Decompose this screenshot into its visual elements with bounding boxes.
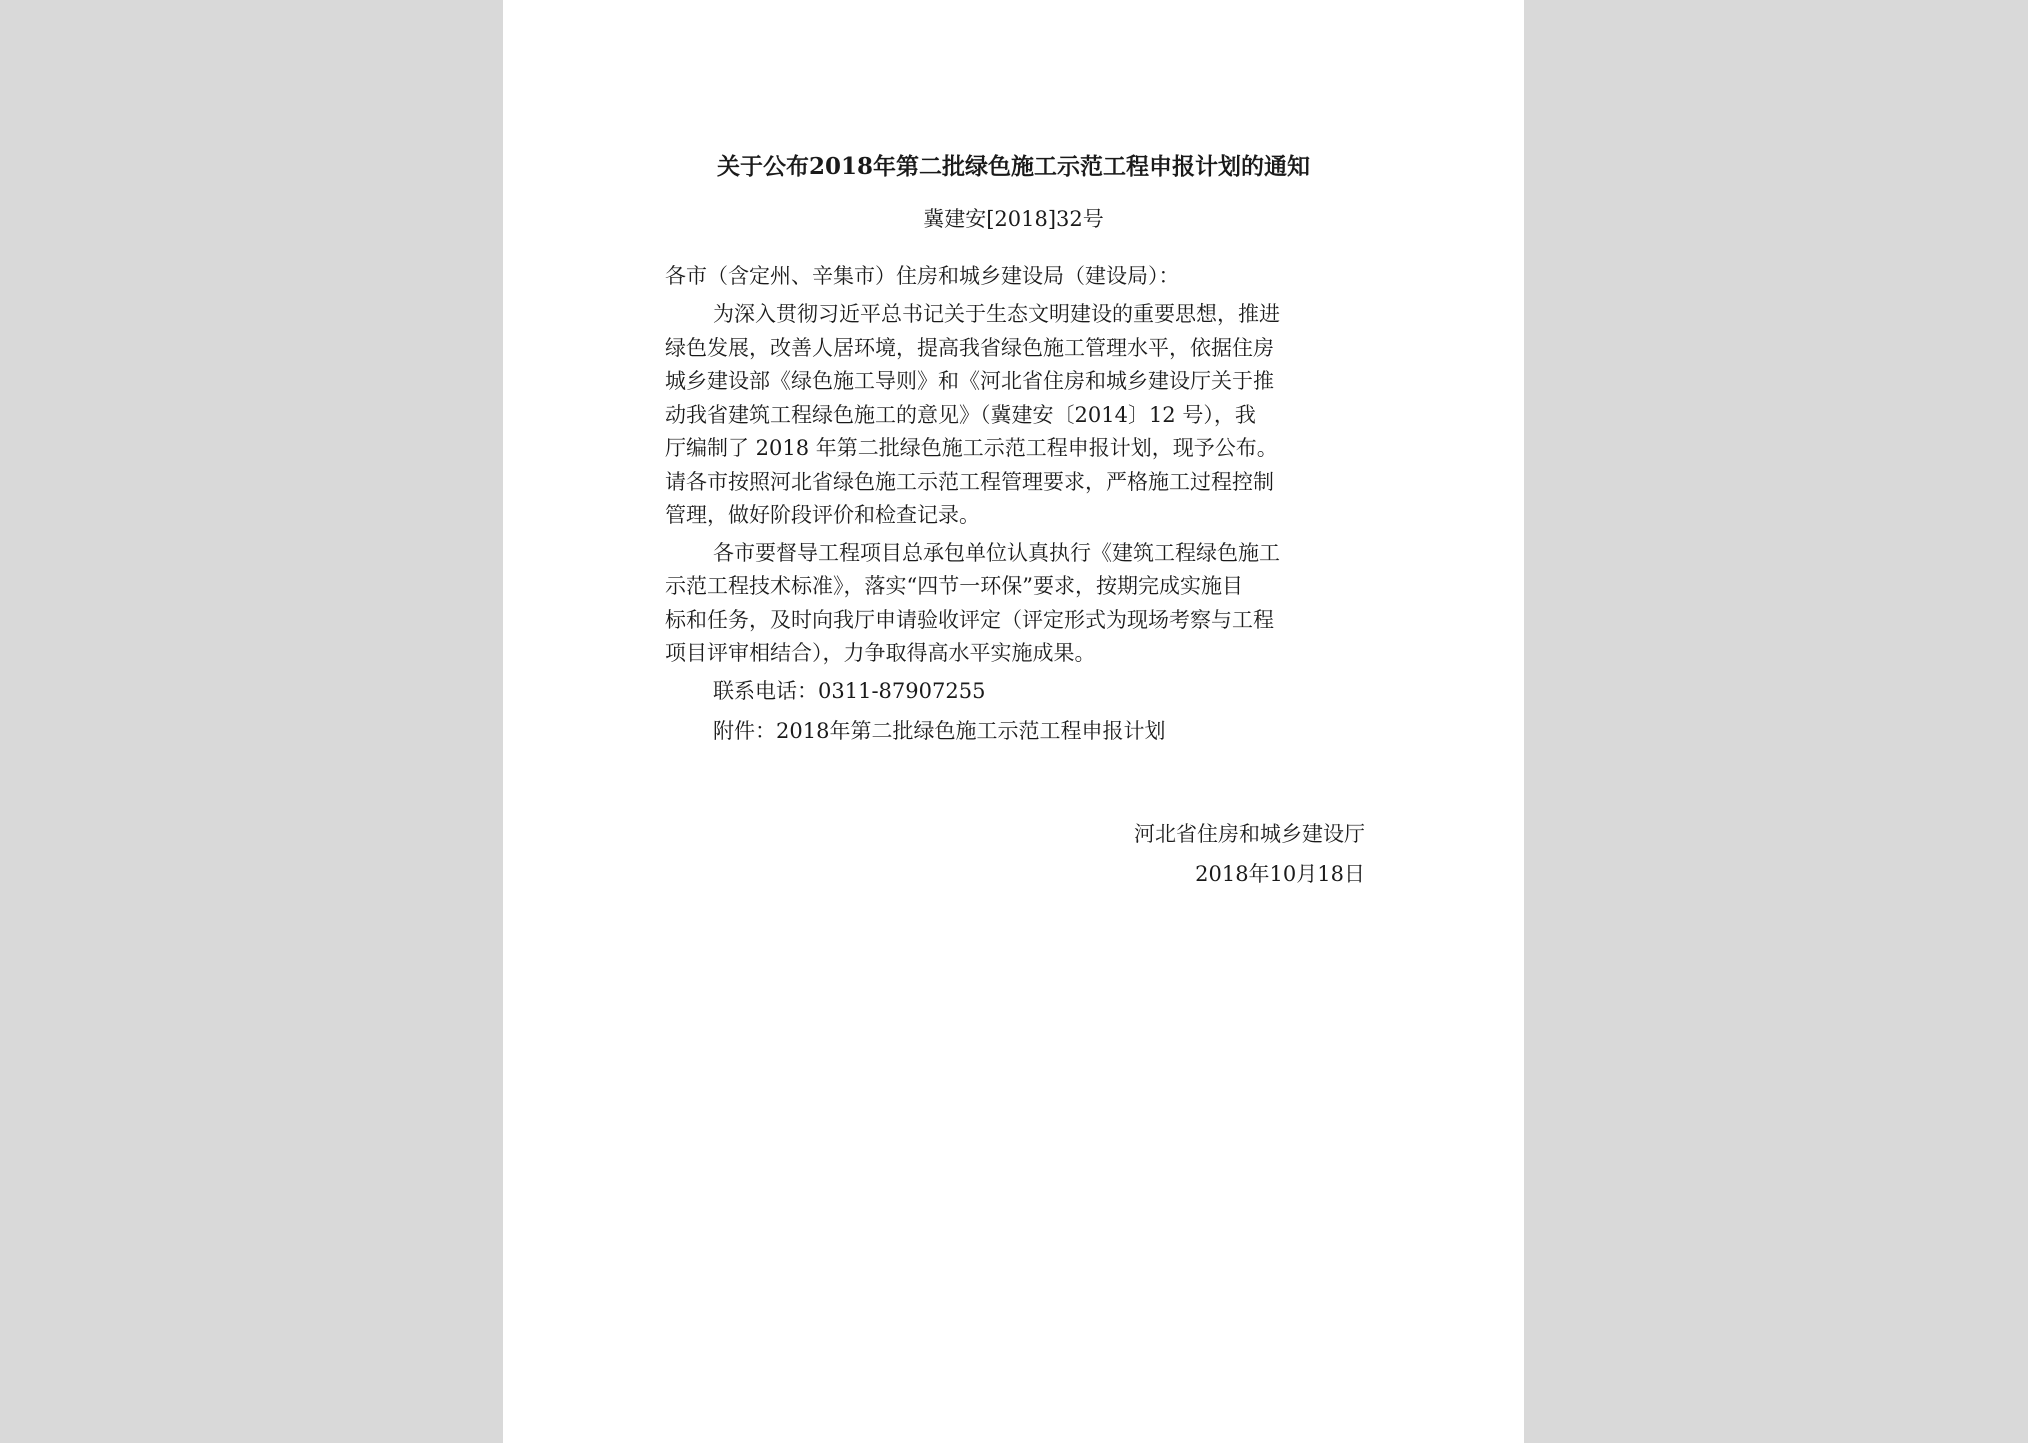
paragraph-line: 请各市按照河北省绿色施工示范工程管理要求，严格施工过程控制 — [665, 469, 1274, 494]
paragraph-line: 为深入贯彻习近平总书记关于生态文明建设的重要思想，推进 — [713, 302, 1280, 326]
paragraph-1 — [665, 298, 1365, 533]
paragraph-line: 示范工程技术标准》，落实“四节一环保”要求，按期完成实施目 — [665, 574, 1243, 598]
paragraph-line: 城乡建设部《绿色施工导则》和《河北省住房和城乡建设厅关于推 — [665, 369, 1274, 393]
paragraph-line: 管理，做好阶段评价和检查记录。 — [665, 503, 980, 527]
document-page — [503, 0, 1524, 1443]
paragraph-line: 厅编制了 2018 年第二批绿色施工示范工程申报计划，现予公布。 — [665, 436, 1278, 460]
document-title: 关于公布2018年第二批绿色施工示范工程申报计划的通知 — [716, 153, 1310, 180]
paragraph-line: 标和任务，及时向我厅申请验收评定（评定形式为现场考察与工程 — [665, 607, 1274, 632]
paragraph-line: 绿色发展，改善人居环境，提高我省绿色施工管理水平，依据住房 — [665, 335, 1274, 360]
paragraph-line: 各市要督导工程项目总承包单位认真执行《建筑工程绿色施工 — [713, 540, 1280, 565]
signature-organization: 河北省住房和城乡建设厅 — [1134, 822, 1365, 846]
document-body — [665, 298, 1365, 751]
contact-phone: 联系电话：0311-87907255 — [713, 678, 986, 703]
document-number: 冀建安[2018]32号 — [923, 207, 1104, 231]
signature-date: 2018年10月18日 — [1195, 862, 1365, 886]
paragraph-2 — [665, 537, 1365, 671]
attachment-note: 附件：2018年第二批绿色施工示范工程申报计划 — [713, 718, 1166, 743]
salutation: 各市（含定州、辛集市）住房和城乡建设局（建设局）： — [665, 264, 1180, 288]
paragraph-line: 项目评审相结合），力争取得高水平实施成果。 — [665, 641, 1096, 665]
paragraph-line: 动我省建筑工程绿色施工的意见》（冀建安〔2014〕12 号），我 — [665, 402, 1256, 427]
